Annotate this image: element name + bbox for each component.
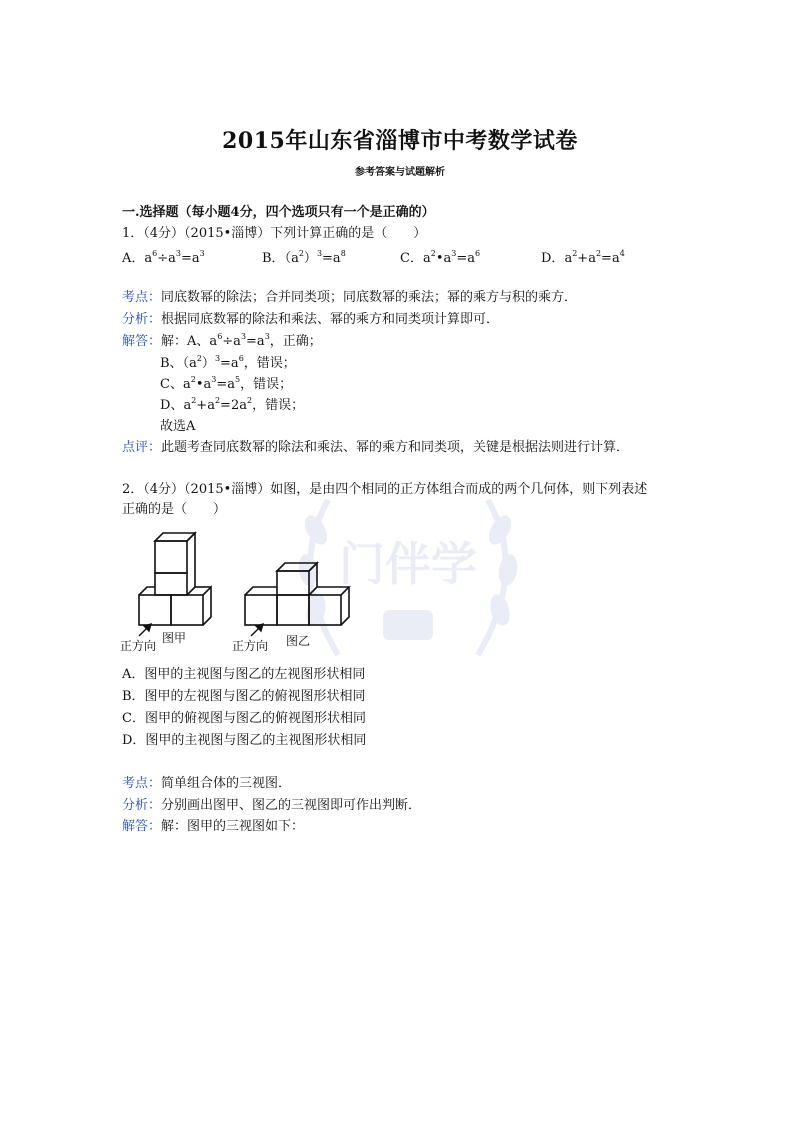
q1-jieda-b: B、$(a^2)^3=a^6$，错误； [160, 354, 296, 371]
section-heading: 一.选择题（每小题4分，四个选项只有一个是正确的） [122, 205, 435, 220]
direction-label-yi: 正方向 [232, 639, 269, 653]
jieda-tag: 解答： [122, 819, 162, 834]
q2-option-c: C．图甲的俯视图与图乙的俯视图形状相同 [122, 711, 366, 726]
page-subtitle: 参考答案与试题解析 [355, 167, 445, 178]
page-title: 2015年山东省淄博市中考数学试卷 [222, 128, 578, 154]
q2-option-d: D．图甲的主视图与图乙的主视图形状相同 [122, 733, 367, 748]
q2-option-b: B．图甲的左视图与图乙的俯视图形状相同 [122, 689, 366, 704]
q1-jieda-c: C、$a^2•a^3=a^5$，错误； [160, 375, 293, 392]
fenxi-tag: 分析： [122, 798, 162, 813]
q1-fenxi: 分析：根据同底数幂的除法和乘法、幂的乘方和同类项计算即可． [122, 312, 500, 327]
q1-dianping: 点评：此题考查同底数幂的除法和乘法、幂的乘方和同类项，关键是根据法则进行计算． [122, 440, 630, 455]
q1-kaodian: 考点：同底数幂的除法；合并同类项；同底数幂的乘法；幂的乘方与积的乘方． [122, 290, 578, 305]
q1-conclusion: 故选A [160, 419, 196, 434]
jieda-tag: 解答： [122, 334, 162, 349]
q2-figure [118, 524, 358, 654]
dianping-tag: 点评： [122, 440, 162, 455]
figure-jia-solid [139, 533, 211, 625]
q2-jieda: 解答：解：图甲的三视图如下： [122, 819, 305, 834]
q1-jieda: 解答：解：A、$a^6\div a^3=a^3$，正确； [122, 332, 322, 349]
figure-yi-solid [245, 563, 349, 625]
figure-label-jia: 图甲 [162, 631, 187, 645]
q1-stem: 1．（4分）（2015•淄博）下列计算正确的是（ ） [122, 226, 427, 241]
q1-option-d: D．$a^2+a^2=a^4$ [541, 249, 625, 266]
fenxi-tag: 分析： [122, 312, 162, 327]
watermark-text: 门伴学 [339, 537, 477, 591]
q2-stem-line1: 2．（4分）（2015•淄博）如图，是由四个相同的正方体组合而成的两个几何体，则下列表述 [122, 482, 648, 497]
figure-label-yi: 图乙 [286, 634, 311, 648]
q2-stem-line2: 正确的是（ ） [122, 502, 227, 517]
q2-kaodian: 考点：简单组合体的三视图． [122, 776, 292, 791]
kaodian-tag: 考点： [122, 290, 162, 305]
kaodian-tag: 考点： [122, 776, 162, 791]
q2-fenxi: 分析：分别画出图甲、图乙的三视图即可作出判断． [122, 798, 422, 813]
q1-option-b: B．$(a^2)^3=a^8$ [262, 249, 346, 266]
q1-option-c: C．$a^2•a^3=a^6$ [400, 249, 481, 266]
q1-jieda-d: D、$a^2+a^2=2a^2$，错误； [160, 396, 305, 413]
q2-option-a: A．图甲的主视图与图乙的左视图形状相同 [122, 667, 366, 682]
q1-option-a: A．$a^6\div a^3=a^3$ [122, 249, 205, 266]
direction-label-jia: 正方向 [120, 639, 157, 653]
